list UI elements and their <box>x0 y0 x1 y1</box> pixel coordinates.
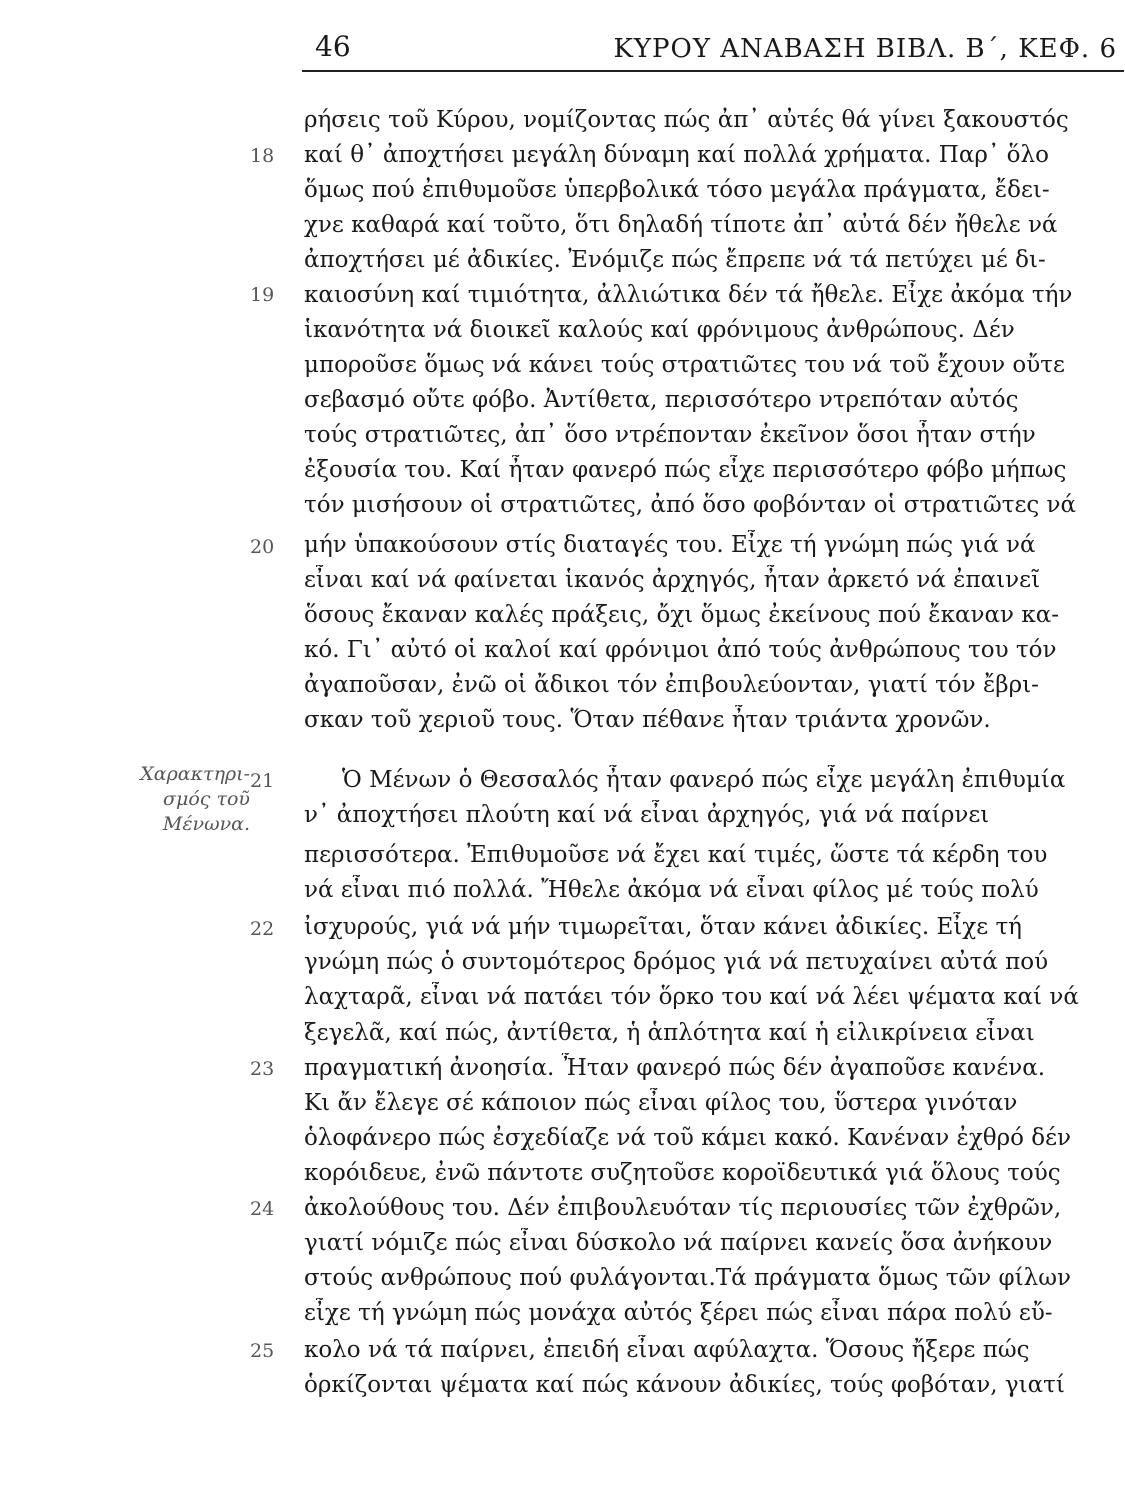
verse-number: 19 <box>250 284 275 306</box>
text-line: λαχταρᾶ, εἶναι νά πατάει τόν ὅρκο του καί νά λέει ψέματα καί νά <box>304 984 1079 1010</box>
text-line: ὁλοφάνερο πώς ἐσχεδίαζε νά τοῦ κάμει κακό. Κανέναν ἐχθρό δέν <box>304 1125 1072 1151</box>
margin-note-line: σμός τοῦ <box>163 788 250 810</box>
text-line: εἶχε τή γνώμη πώς μονάχα αὐτός ξέρει πώς εἶναι πάρα πολύ εὔ- <box>304 1300 1053 1326</box>
text-line: ὁρκίζονται ψέματα καί πώς κάνουν ἀδικίες, τούς φοβόταν, γιατί <box>304 1372 1065 1398</box>
text-line: ἐξουσία του. Καί ἦταν φανερό πώς εἶχε περισσότερο φόβο μήπως <box>304 457 1067 483</box>
text-line: καί θ᾽ ἀποχτήσει μεγάλη δύναμη καί πολλά χρήματα. Παρ᾽ ὅλο <box>304 142 1049 168</box>
text-line: χνε καθαρά καί τοῦτο, ὅτι δηλαδή τίποτε ἀπ᾽ αὐτά δέν ἤθελε νά <box>304 212 1058 238</box>
text-line: ἀποχτήσει μέ ἀδικίες. Ἐνόμιζε πώς ἔπρεπε νά τά πετύχει μέ δι- <box>304 247 1046 273</box>
text-line: σκαν τοῦ χεριοῦ τους. Ὅταν πέθανε ἦταν τριάντα χρονῶν. <box>304 707 991 733</box>
text-line: γνώμη πώς ὁ συντομότερος δρόμος γιά νά πετυχαίνει αὐτά πού <box>304 949 1049 975</box>
text-line: νά εἶναι πιό πολλά. Ἤθελε ἀκόμα νά εἶναι φίλος μέ τούς πολύ <box>304 877 1039 903</box>
text-line: σεβασμό οὔτε φόβο. Ἀντίθετα, περισσότερο ντρεπόταν αὐτός <box>304 387 1019 413</box>
text-line: κολο νά τά παίρνει, ἐπειδή εἶναι αφύλαχτα. Ὅσους ἤξερε πώς <box>304 1337 1030 1363</box>
text-line: καιοσύνη καί τιμιότητα, ἀλλιώτικα δέν τά ἤθελε. Εἶχε ἀκόμα τήν <box>304 282 1073 308</box>
text-line: ἀγαποῦσαν, ἐνῶ οἱ ἄδικοι τόν ἐπιβουλεύονταν, γιατί τόν ἔβρι- <box>304 672 1039 698</box>
text-line: μήν ὑπακούσουν στίς διαταγές του. Εἶχε τή γνώμη πώς γιά νά <box>304 532 1036 558</box>
text-line: ν᾽ ἀποχτήσει πλούτη καί νά εἶναι ἀρχηγός, γιά νά παίρνει <box>304 802 990 828</box>
verse-number: 21 <box>250 770 275 792</box>
margin-note-line: Χαρακτηρι- <box>140 763 250 785</box>
verse-number: 23 <box>250 1058 275 1080</box>
text-line: στούς ανθρώπους πού φυλάγονται.Τά πράγματα ὅμως τῶν φίλων <box>304 1265 1071 1291</box>
text-line: κορόιδευε, ἐνῶ πάντοτε συζητοῦσε κοροϊδευτικά γιά ὅλους τούς <box>304 1160 1061 1186</box>
verse-number: 22 <box>250 918 275 940</box>
running-title: ΚΥΡΟΥ ΑΝΑΒΑΣΗ ΒΙΒΛ. Β΄, ΚΕΦ. 6 <box>613 34 1117 64</box>
text-line: ἀκολούθους του. Δέν ἐπιβουλευόταν τίς περιουσίες τῶν ἐχθρῶν, <box>304 1195 1062 1221</box>
text-line: ρήσεις τοῦ Κύρου, νομίζοντας πώς ἀπ᾽ αὐτές θά γίνει ξακουστός <box>304 107 1069 133</box>
text-line: τούς στρατιῶτες, ἀπ᾽ ὅσο ντρέπονταν ἐκεῖνον ὅσοι ἦταν στήν <box>304 422 1036 448</box>
verse-number: 24 <box>250 1198 275 1220</box>
text-line: Κι ἄν ἔλεγε σέ κάποιον πώς εἶναι φίλος του, ὕστερα γινόταν <box>304 1090 1018 1116</box>
text-line: ὅμως πού ἐπιθυμοῦσε ὑπερβολικά τόσο μεγάλα πράγματα, ἔδει- <box>304 177 1050 203</box>
text-line: περισσότερα. Ἐπιθυμοῦσε νά ἔχει καί τιμές, ὥστε τά κέρδη του <box>304 842 1048 868</box>
page-number: 46 <box>315 30 351 63</box>
text-line: τόν μισήσουν οἱ στρατιῶτες, ἀπό ὅσο φοβόνταν οἱ στρατιῶτες νά <box>304 492 1077 518</box>
text-line: ἰσχυρούς, γιά νά μήν τιμωρεῖται, ὅταν κάνει ἀδικίες. Εἶχε τή <box>304 914 1022 940</box>
text-line: κό. Γι᾽ αὐτό οἱ καλοί καί φρόνιμοι ἀπό τούς ἀνθρώπους του τόν <box>304 637 1057 663</box>
text-line: μποροῦσε ὅμως νά κάνει τούς στρατιῶτες του νά τοῦ ἔχουν οὔτε <box>304 352 1065 378</box>
header-rule <box>302 70 1124 72</box>
text-line: ὅσους ἔκαναν καλές πράξεις, ὄχι ὅμως ἐκείνους πού ἔκαναν κα- <box>304 602 1059 628</box>
text-line: Ὁ Μένων ὁ Θεσσαλός ἦταν φανερό πώς εἶχε μεγάλη ἐπιθυμία <box>342 767 1066 793</box>
text-line: γιατί νόμιζε πώς εἶναι δύσκολο νά παίρνει κανείς ὅσα ἀνήκουν <box>304 1230 1053 1256</box>
text-line: εἶναι καί νά φαίνεται ἱκανός ἀρχηγός, ἦταν ἀρκετό νά ἐπαινεῖ <box>304 567 1041 593</box>
text-line: πραγματική ἀνοησία. Ἦταν φανερό πώς δέν ἀγαποῦσε κανένα. <box>304 1055 1046 1081</box>
verse-number: 18 <box>250 145 275 167</box>
verse-number: 20 <box>250 536 275 558</box>
verse-number: 25 <box>250 1340 275 1362</box>
margin-note-line: Μένωνα. <box>162 813 250 835</box>
text-line: ξεγελᾶ, καί πώς, ἀντίθετα, ἡ ἁπλότητα καί ἡ εἰλικρίνεια εἶναι <box>304 1020 1035 1046</box>
margin-note <box>80 762 250 837</box>
text-line: ἱκανότητα νά διοικεῖ καλούς καί φρόνιμους ἀνθρώπους. Δέν <box>304 317 1015 343</box>
